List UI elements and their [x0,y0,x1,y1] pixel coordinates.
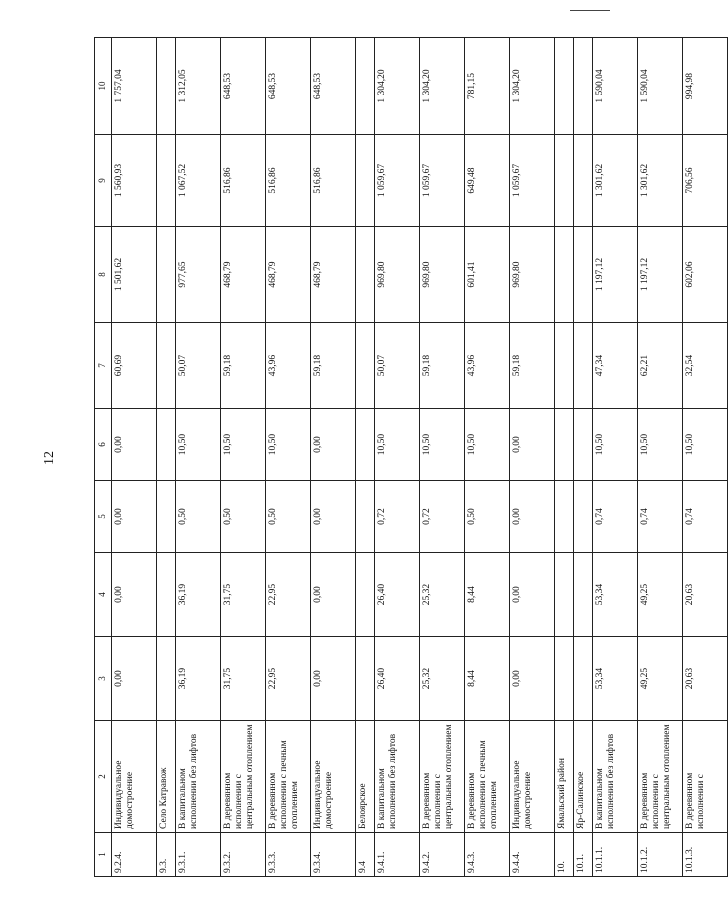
cell-col-3: 22,95 [266,637,311,721]
row-name: Село Катравож [157,721,176,833]
cell-col-9 [555,135,574,227]
cell-col-7: 32,54 [683,323,728,409]
row-code: 10. [555,833,574,877]
cell-col-7: 62,21 [638,323,683,409]
cell-col-8: 601,41 [465,227,510,323]
cell-col-5: 0,74 [683,481,728,553]
header-cell: 4 [95,553,112,637]
row-name: Индивидуальное домостроение [112,721,157,833]
table-row [683,38,728,877]
cell-col-8: 468,79 [266,227,311,323]
cell-col-7 [555,323,574,409]
table-row [112,38,157,877]
scan-mark [570,10,610,11]
cell-col-5 [356,481,375,553]
row-code: 9.4.2. [420,833,465,877]
cell-col-4: 31,75 [221,553,266,637]
header-cell: 5 [95,481,112,553]
table-row [266,38,311,877]
row-name: В деревянном исполнении с центральным отоплением [221,721,266,833]
cell-col-9: 516,86 [266,135,311,227]
cell-col-9: 1 059,67 [375,135,420,227]
cell-col-9: 706,56 [683,135,728,227]
cell-col-3 [157,637,176,721]
row-code: 9.3.2. [221,833,266,877]
row-name: Ямальский район [555,721,574,833]
section-row [555,38,574,877]
row-name: В деревянном исполнении с центральным отоплением [638,721,683,833]
row-name: В капитальном исполнении без лифтов [375,721,420,833]
cell-col-3: 20,63 [683,637,728,721]
cell-col-10: 1 312,05 [176,38,221,135]
cell-col-8: 1 197,12 [638,227,683,323]
row-code: 9.4.3. [465,833,510,877]
header-row [95,38,112,877]
cell-col-8: 969,80 [420,227,465,323]
cell-col-4: 8,44 [465,553,510,637]
cell-col-7 [157,323,176,409]
cell-col-9: 516,86 [311,135,356,227]
cell-col-5: 0,74 [593,481,638,553]
cell-col-4 [555,553,574,637]
table-body [95,38,728,877]
cell-col-9: 1 301,62 [593,135,638,227]
row-code: 10.1. [574,833,593,877]
cell-col-6: 10,50 [420,409,465,481]
cell-col-4 [574,553,593,637]
cell-col-8: 602,06 [683,227,728,323]
row-code: 10.1.2. [638,833,683,877]
tariff-table [94,37,728,877]
table-row [375,38,420,877]
cell-col-4 [356,553,375,637]
cell-col-6 [157,409,176,481]
table-row [510,38,555,877]
row-name: В деревянном исполнении с печным отоплением [266,721,311,833]
table-row [176,38,221,877]
row-name: В капитальном исполнении без лифтов [176,721,221,833]
row-code: 9.3.3. [266,833,311,877]
cell-col-5: 0,74 [638,481,683,553]
row-name: В деревянном исполнении с печным отоплением [465,721,510,833]
cell-col-6: 0,00 [510,409,555,481]
cell-col-7: 59,18 [221,323,266,409]
row-name: В деревянном исполнении с центральным отоплением [420,721,465,833]
cell-col-9: 1 301,62 [638,135,683,227]
section-row [356,38,375,877]
cell-col-9: 1 560,93 [112,135,157,227]
cell-col-10 [157,38,176,135]
header-cell: 3 [95,637,112,721]
cell-col-8 [356,227,375,323]
cell-col-10: 781,15 [465,38,510,135]
cell-col-6: 10,50 [375,409,420,481]
cell-col-6: 10,50 [593,409,638,481]
cell-col-3: 25,32 [420,637,465,721]
cell-col-3 [574,637,593,721]
table-row [593,38,638,877]
cell-col-6: 0,00 [311,409,356,481]
cell-col-8: 969,80 [375,227,420,323]
cell-col-10: 1 304,20 [510,38,555,135]
cell-col-9: 1 059,67 [420,135,465,227]
cell-col-4: 26,40 [375,553,420,637]
row-name: Индивидуальное домостроение [510,721,555,833]
cell-col-6: 10,50 [465,409,510,481]
row-name: В капитальном исполнении без лифтов [593,721,638,833]
cell-col-8: 969,80 [510,227,555,323]
cell-col-4: 49,25 [638,553,683,637]
cell-col-9 [157,135,176,227]
cell-col-4: 25,32 [420,553,465,637]
row-code: 10.1.3. [683,833,728,877]
cell-col-8 [555,227,574,323]
cell-col-3: 49,25 [638,637,683,721]
cell-col-5: 0,72 [375,481,420,553]
cell-col-5 [555,481,574,553]
cell-col-4: 36,19 [176,553,221,637]
cell-col-10: 1 304,20 [375,38,420,135]
cell-col-8 [574,227,593,323]
cell-col-9 [574,135,593,227]
cell-col-7: 50,07 [375,323,420,409]
cell-col-4: 0,00 [311,553,356,637]
cell-col-4: 22,95 [266,553,311,637]
row-code: 9.4.1. [375,833,420,877]
cell-col-10: 1 304,20 [420,38,465,135]
header-cell: 7 [95,323,112,409]
header-cell: 9 [95,135,112,227]
cell-col-5: 0,50 [176,481,221,553]
row-name: Яр-Салинское [574,721,593,833]
row-code: 9.3.4. [311,833,356,877]
cell-col-7: 59,18 [311,323,356,409]
row-code: 10.1.1. [593,833,638,877]
cell-col-10 [555,38,574,135]
cell-col-3: 31,75 [221,637,266,721]
rotated-table-container [94,38,706,877]
cell-col-5: 0,00 [112,481,157,553]
cell-col-7: 50,07 [176,323,221,409]
row-code: 9.2.4. [112,833,157,877]
cell-col-10: 1 757,04 [112,38,157,135]
table-row [465,38,510,877]
cell-col-7: 60,69 [112,323,157,409]
cell-col-4: 53,34 [593,553,638,637]
cell-col-6: 10,50 [266,409,311,481]
cell-col-8: 468,79 [311,227,356,323]
cell-col-5: 0,50 [266,481,311,553]
cell-col-10: 648,53 [311,38,356,135]
cell-col-8: 977,65 [176,227,221,323]
cell-col-5: 0,50 [465,481,510,553]
cell-col-6 [356,409,375,481]
cell-col-7: 59,18 [420,323,465,409]
table-row [638,38,683,877]
page-number: 12 [42,451,57,465]
cell-col-5 [157,481,176,553]
cell-col-3: 26,40 [375,637,420,721]
cell-col-9: 649,48 [465,135,510,227]
header-cell: 10 [95,38,112,135]
cell-col-7 [574,323,593,409]
cell-col-5: 0,50 [221,481,266,553]
cell-col-7: 59,18 [510,323,555,409]
header-cell: 8 [95,227,112,323]
cell-col-6 [555,409,574,481]
cell-col-7 [356,323,375,409]
cell-col-8: 1 197,12 [593,227,638,323]
table-row [221,38,266,877]
cell-col-9: 516,86 [221,135,266,227]
cell-col-3: 8,44 [465,637,510,721]
cell-col-10: 648,53 [266,38,311,135]
cell-col-8: 1 501,62 [112,227,157,323]
cell-col-3 [356,637,375,721]
cell-col-10: 994,98 [683,38,728,135]
row-code: 9.3. [157,833,176,877]
cell-col-5: 0,00 [510,481,555,553]
cell-col-8: 468,79 [221,227,266,323]
row-name: Индивидуальное домостроение [311,721,356,833]
header-cell: 6 [95,409,112,481]
cell-col-10: 1 590,04 [638,38,683,135]
cell-col-10 [356,38,375,135]
cell-col-6: 10,50 [683,409,728,481]
cell-col-3 [555,637,574,721]
row-code: 9.4.4. [510,833,555,877]
cell-col-4: 0,00 [510,553,555,637]
row-name: Белоярское [356,721,375,833]
cell-col-9: 1 059,67 [510,135,555,227]
cell-col-9 [356,135,375,227]
header-cell: 1 [95,833,112,877]
table-row [420,38,465,877]
cell-col-3: 0,00 [112,637,157,721]
cell-col-6: 10,50 [176,409,221,481]
cell-col-7: 43,96 [465,323,510,409]
cell-col-6: 10,50 [638,409,683,481]
row-code: 9.4 [356,833,375,877]
cell-col-7: 43,96 [266,323,311,409]
cell-col-5 [574,481,593,553]
cell-col-6 [574,409,593,481]
cell-col-4: 0,00 [112,553,157,637]
cell-col-5: 0,72 [420,481,465,553]
cell-col-7: 47,34 [593,323,638,409]
cell-col-8 [157,227,176,323]
cell-col-10: 648,53 [221,38,266,135]
cell-col-6: 10,50 [221,409,266,481]
cell-col-10: 1 590,04 [593,38,638,135]
row-code: 9.3.1. [176,833,221,877]
cell-col-3: 53,34 [593,637,638,721]
header-cell: 2 [95,721,112,833]
cell-col-3: 0,00 [510,637,555,721]
cell-col-4 [157,553,176,637]
cell-col-3: 0,00 [311,637,356,721]
cell-col-6: 0,00 [112,409,157,481]
cell-col-5: 0,00 [311,481,356,553]
cell-col-9: 1 067,52 [176,135,221,227]
cell-col-4: 20,63 [683,553,728,637]
section-row [574,38,593,877]
table-row [311,38,356,877]
row-name: В деревянном исполнении с [683,721,728,833]
cell-col-3: 36,19 [176,637,221,721]
section-row [157,38,176,877]
cell-col-10 [574,38,593,135]
